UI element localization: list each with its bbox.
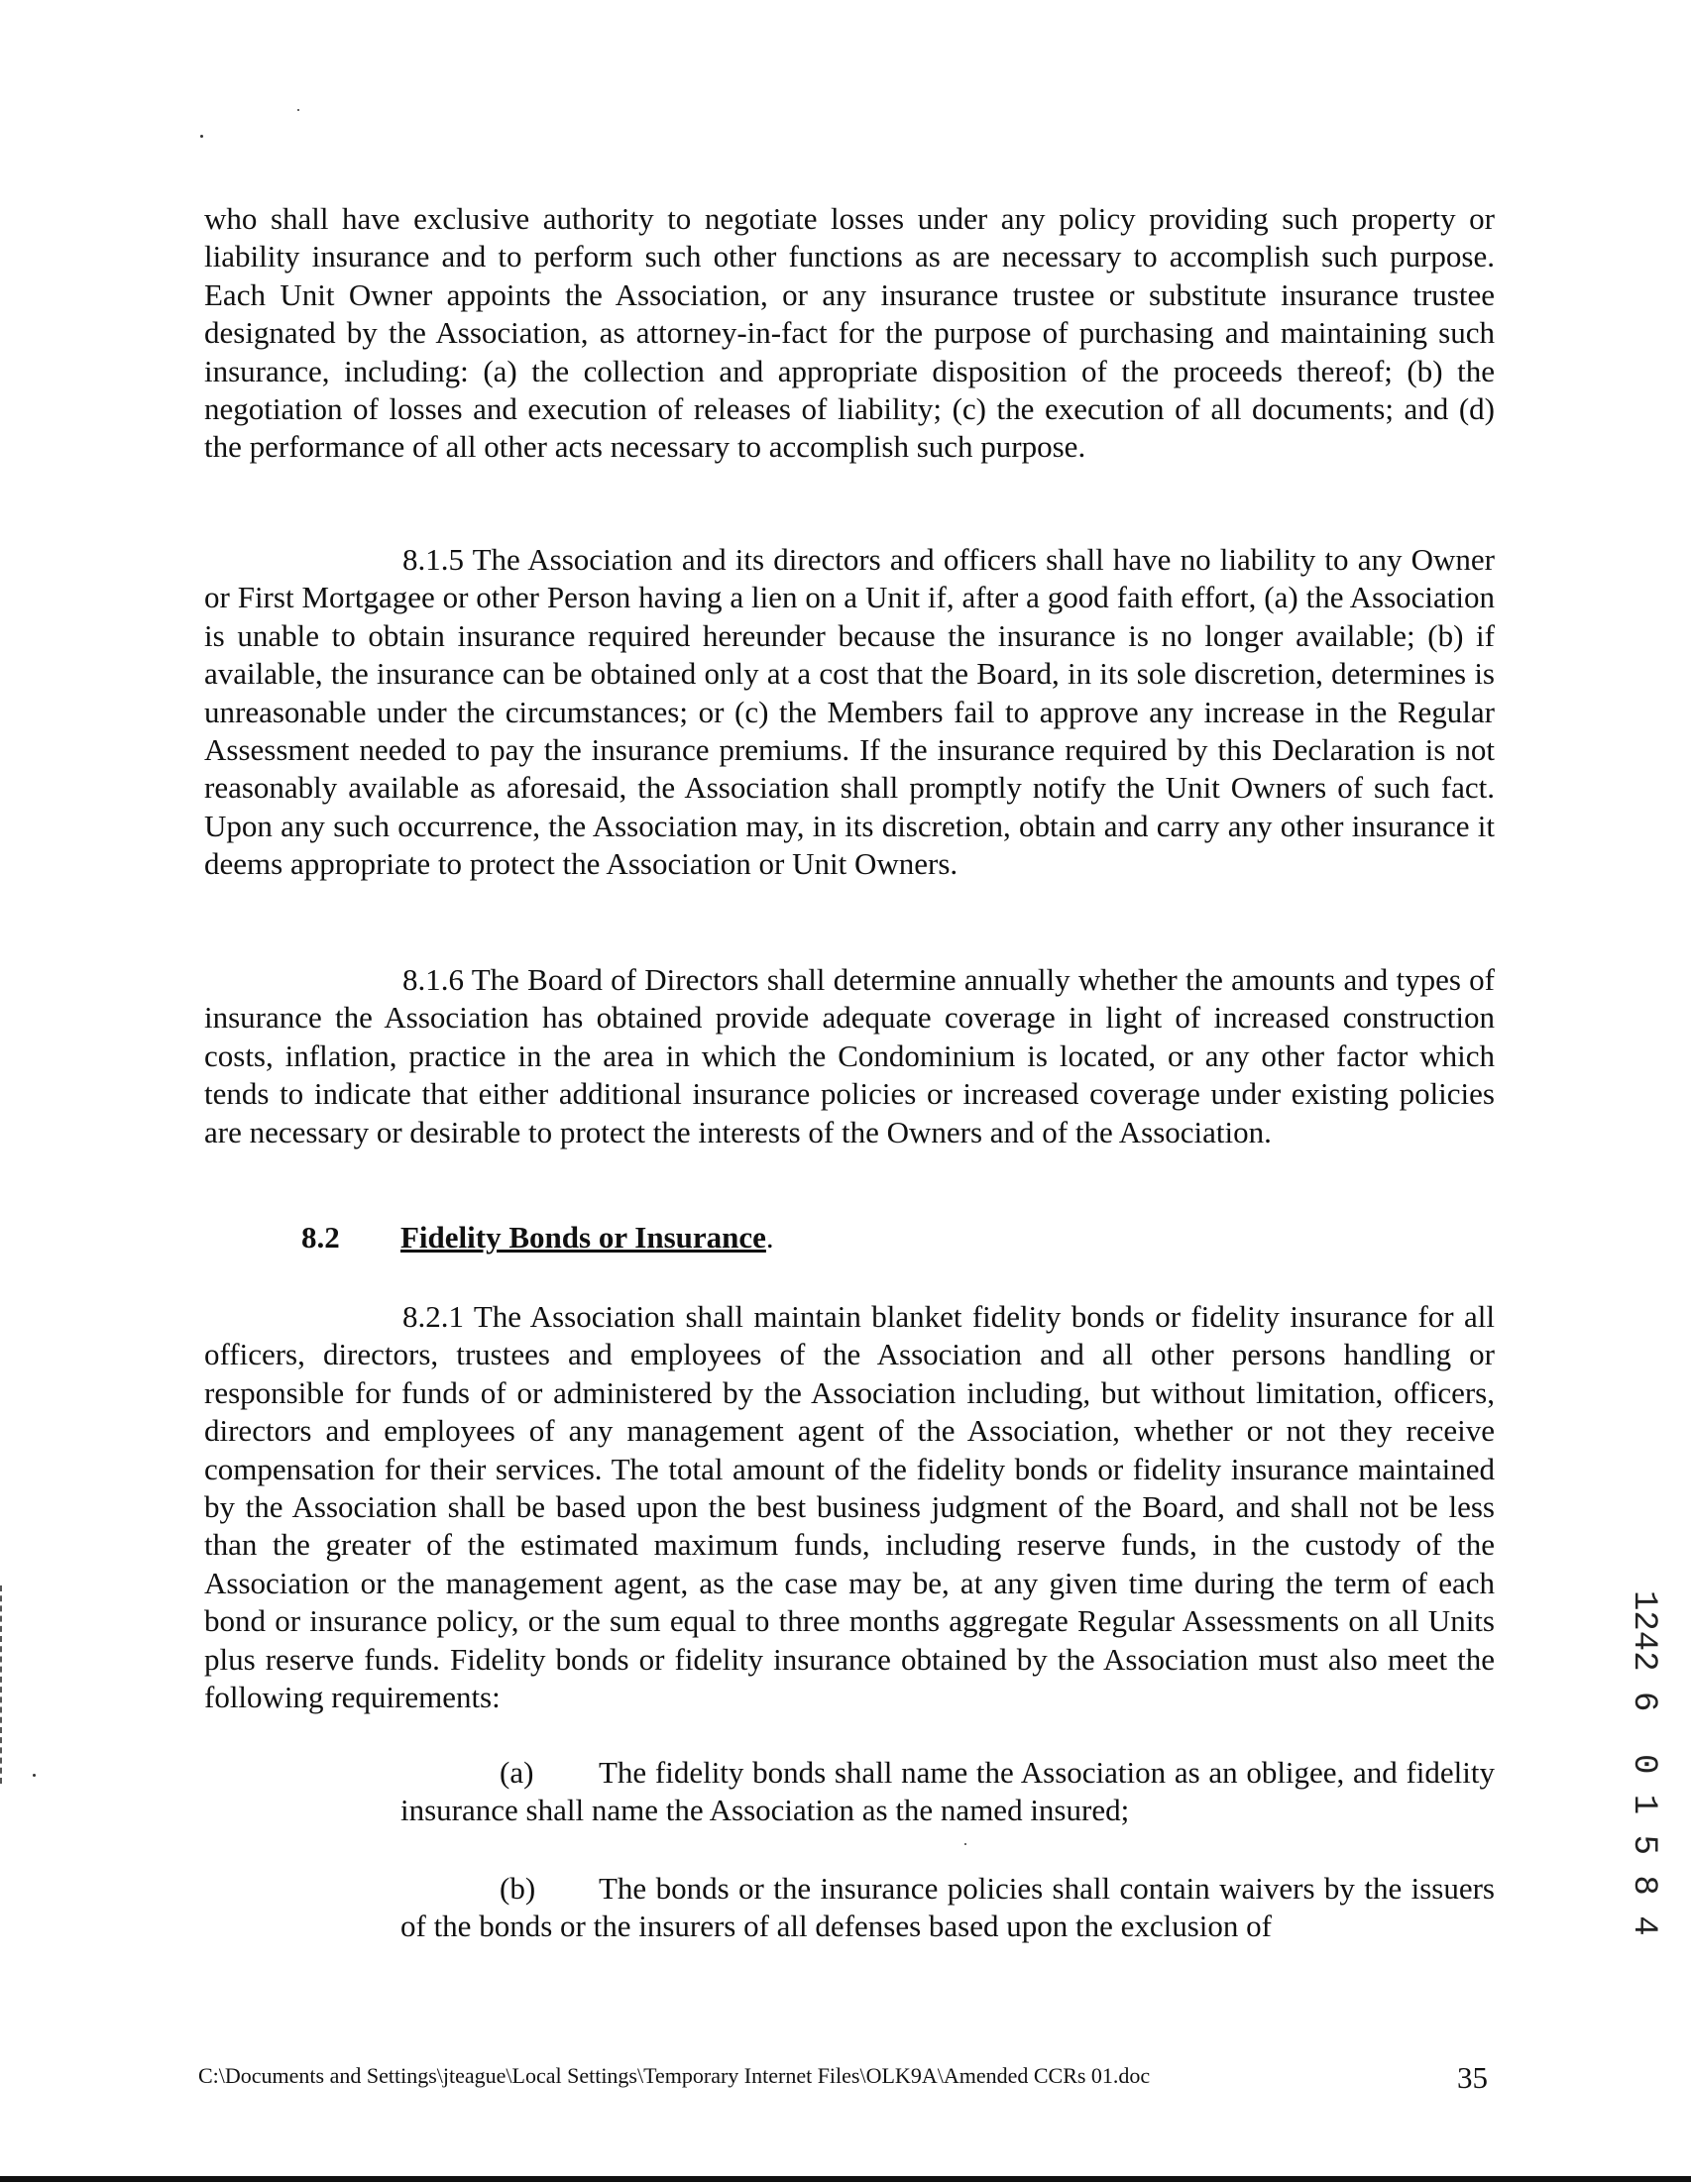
paragraph-8-2-1: 8.2.1 The Association shall maintain blanket fidelity bonds or fidelity insurance for all officers, directors, trustees and employees of the Association and all other persons handling or responsible for funds of or administered by the Association including, but without limitation, officers, directors and employees of any management agent of the Association, whether or not they receive compensation for their services. The total amount of the fidelity bonds or fidelity insurance maintained by the Association shall be based upon the best business judgment of the Board, and shall not be less than the greater of the estimated maximum funds, including reserve funds, in the custody of the Association or the management agent, as the case may be, at any given time during the term of each bond or insurance policy, or the sum equal to three months aggregate Regular Assessments on all Units plus reserve funds. Fidelity bonds or fidelity insurance obtained by the Association must also meet the following requirements: xyxy=(204,1299,1495,1715)
scan-speck xyxy=(964,1843,966,1845)
section-heading-8-2 xyxy=(301,1219,774,1256)
scan-speck xyxy=(33,1774,36,1777)
scan-edge-marks xyxy=(0,1585,6,1784)
margin-recording-stamp xyxy=(1606,1590,1662,1936)
stamp-text-bottom: 0 1 5 8 4 xyxy=(1625,1754,1662,1936)
section-number: 8.2 xyxy=(301,1220,340,1255)
list-item-text: The bonds or the insurance policies shall contain waivers by the issuers of the bonds or the insurers of all defenses based upon the exclusion of xyxy=(400,1871,1495,1944)
scan-speck xyxy=(297,109,299,111)
list-item-text: The fidelity bonds shall name the Association as an obligee, and fidelity insurance shall name the Association as the named insured; xyxy=(400,1755,1495,1828)
list-item-b xyxy=(400,1870,1495,1946)
stamp-text-top: 1242 6 xyxy=(1625,1590,1662,1712)
section-title: Fidelity Bonds or Insurance xyxy=(400,1220,766,1255)
footer-file-path: C:\Documents and Settings\jteague\Local Settings\Temporary Internet Files\OLK9A\Amended CCRs 01.doc xyxy=(198,2063,1151,2088)
paragraph-8-1-5: 8.1.5 The Association and its directors and officers shall have no liability to any Owner or First Mortgagee or other Person having a lien on a Unit if, after a good faith effort, (a) the Association is unable to obtain insurance required hereunder because the insurance is no longer available; (b) if available, the insurance can be obtained only at a cost that the Board, in its sole discretion, determines is unreasonable under the circumstances; or (c) the Members fail to approve any increase in the Regular Assessment needed to pay the insurance premiums. If the insurance required by this Declaration is not reasonably available as aforesaid, the Association shall promptly notify the Unit Owners of such fact. Upon any such occurrence, the Association may, in its discretion, obtain and carry any other insurance it deems appropriate to protect the Association or Unit Owners. xyxy=(204,542,1495,882)
scan-speck xyxy=(200,135,203,138)
list-item-a xyxy=(400,1754,1495,1830)
page-number: 35 xyxy=(1457,2060,1488,2095)
list-item-label: (a) xyxy=(500,1755,534,1790)
paragraph-8-1-6: 8.1.6 The Board of Directors shall determine annually whether the amounts and types of insurance the Association has obtained provide adequate coverage in light of increased construction costs, inflation, practice in the area in which the Condominium is located, or any other factor which tends to indicate that either additional insurance policies or increased coverage under existing policies are necessary or desirable to protect the interests of the Owners and of the Association. xyxy=(204,962,1495,1149)
scan-bottom-edge xyxy=(0,2176,1691,2182)
paragraph-insurance-trustee-continued: who shall have exclusive authority to negotiate losses under any policy providing such property or liability insurance and to perform such other functions as are necessary to accomplish such purpose. Each Unit Owner appoints the Association, or any insurance trustee or substitute insurance trustee designated by the Association, as attorney-in-fact for the purpose of purchasing and maintaining such insurance, including: (a) the collection and appropriate disposition of the proceeds thereof; (b) the negotiation of losses and execution of releases of liability; (c) the execution of all documents; and (d) the performance of all other acts necessary to accomplish such purpose. xyxy=(204,201,1495,465)
section-title-period: . xyxy=(765,1220,774,1255)
list-item-label: (b) xyxy=(500,1871,536,1906)
